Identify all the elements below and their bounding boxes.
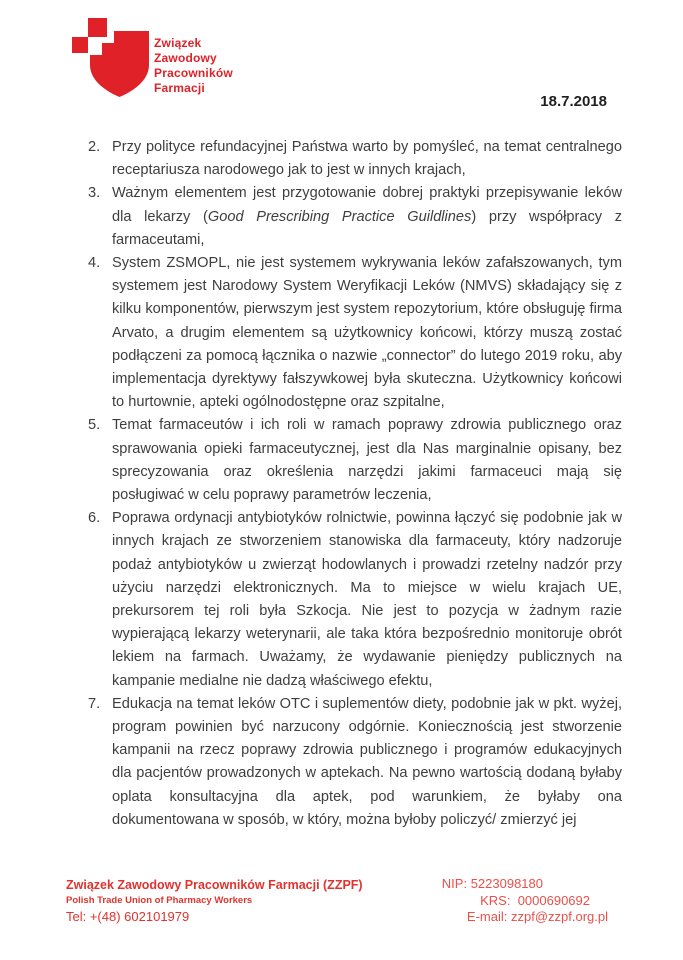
list-item-text: Przy polityce refundacyjnej Państwa warto by pomyśleć, na temat centralnego receptariusza narodowego jak to jest w innych krajach,	[112, 139, 622, 179]
footer-org-subtitle: Polish Trade Union of Pharmacy Workers	[66, 895, 253, 906]
logo-wordmark	[154, 18, 233, 96]
logo-word-3: Pracowników	[154, 66, 233, 80]
footer-registry-block	[442, 876, 608, 926]
logo-word-2: Zawodowy	[154, 51, 217, 65]
list-item-text: System ZSMOPL, nie jest systemem wykrywania leków zafałszowanych, tym systemem jest Narodowy System Weryfikacji Leków (NMVS) składający się z kilku komponentów, pierwszym jest system repozytorium, które obsługuję firma Arvato, a drugim elementem są użytkownicy końcowi, którzy muszą zostać podłączeni za pomocą łącznika o nazwie „connector” do lutego 2019 roku, aby implementacja dyrektywy fałszywkowej była skuteczna. Użytkownicy końcowi to hurtownie, apteki ogólnodostępne oraz szpitalne,	[112, 255, 622, 411]
list-item-text: Temat farmaceutów i ich roli w ramach poprawy zdrowia publicznego oraz sprawowania opieki farmaceutycznej, jest dla Nas marginalnie opisany, bez sprecyzowania oraz określenia narzędzi jakimi farmaceuci mają się posługiwać w celu poprawy parametrów leczenia,	[112, 417, 622, 504]
list-item-number: 3.	[88, 185, 101, 202]
logo	[72, 18, 233, 98]
list-item-number: 7.	[88, 695, 101, 712]
list-item	[88, 136, 622, 182]
list-item	[88, 252, 622, 414]
list-item-number: 4.	[88, 255, 101, 272]
footer-nip: NIP: 5223098180	[441, 876, 543, 891]
zzpf-shield-logo-icon	[72, 18, 150, 98]
numbered-list	[88, 136, 622, 832]
list-item	[88, 414, 622, 507]
list-item	[88, 182, 622, 252]
footer-email: E-mail: zzpf@zzpf.org.pl	[466, 909, 608, 924]
list-item-text: Poprawa ordynacji antybiotyków rolnictwie, powinna łączyć się podobnie jak w innych krajach ze stworzeniem stanowiska dla farmaceuty, który nadzoruje podaż antybiotyków u zwierząt hodowlanych i prowadzi rzetelny nadzór przy użyciu narzędzi elektronicznych. Ma to miejsce w wielu krajach UE, prekursorem tej roli była Szkocja. Nie jest to pozycja w żadnym razie wypierającą lekarzy weterynarii, ale taka która bezpośrednio monitoruje obrót lekiem na farmach. Uważamy, że wydawanie pieniędzy publicznych na kampanie medialne nie dadzą właściwego efektu,	[112, 510, 622, 689]
list-item-number: 2.	[88, 139, 101, 155]
footer-krs: KRS: 0000690692	[480, 892, 590, 908]
logo-word-4: Farmacji	[154, 81, 205, 95]
document-body	[88, 136, 622, 832]
list-item-number: 5.	[88, 417, 101, 434]
footer-org-name: Związek Zawodowy Pracowników Farmacji (ZZPF)	[66, 878, 363, 892]
list-item	[88, 693, 622, 832]
list-item-number: 6.	[88, 510, 101, 527]
footer-org-block	[66, 876, 363, 925]
footer-phone: Tel: +(48) 602101979	[66, 909, 190, 924]
list-item	[88, 507, 622, 693]
footer	[66, 876, 608, 926]
logo-word-1: Związek	[154, 36, 202, 50]
list-item-text: Ważnym elementem jest przygotowanie dobrej praktyki przepisywanie leków dla lekarzy (Good Prescribing Practice Guildlines) przy współpracy z farmaceutami,	[112, 185, 623, 248]
list-item-text: Edukacja na temat leków OTC i suplementów diety, podobnie jak w pkt. wyżej, program powinien być narzucony odgórnie. Koniecznością jest stworzenie kampanii na rzecz poprawy zdrowia publicznego i programów edukacyjnych dla pacjentów prowadzonych w aptekach. Na pewno wartością dodaną byłaby oplata konsultacyjna dla aptek, pod warunkiem, że byłaby ona dokumentowana w sposób, w który, można byłoby policzyć/ zmierzyć jej	[112, 695, 622, 828]
document-date: 18.7.2018	[540, 93, 607, 110]
